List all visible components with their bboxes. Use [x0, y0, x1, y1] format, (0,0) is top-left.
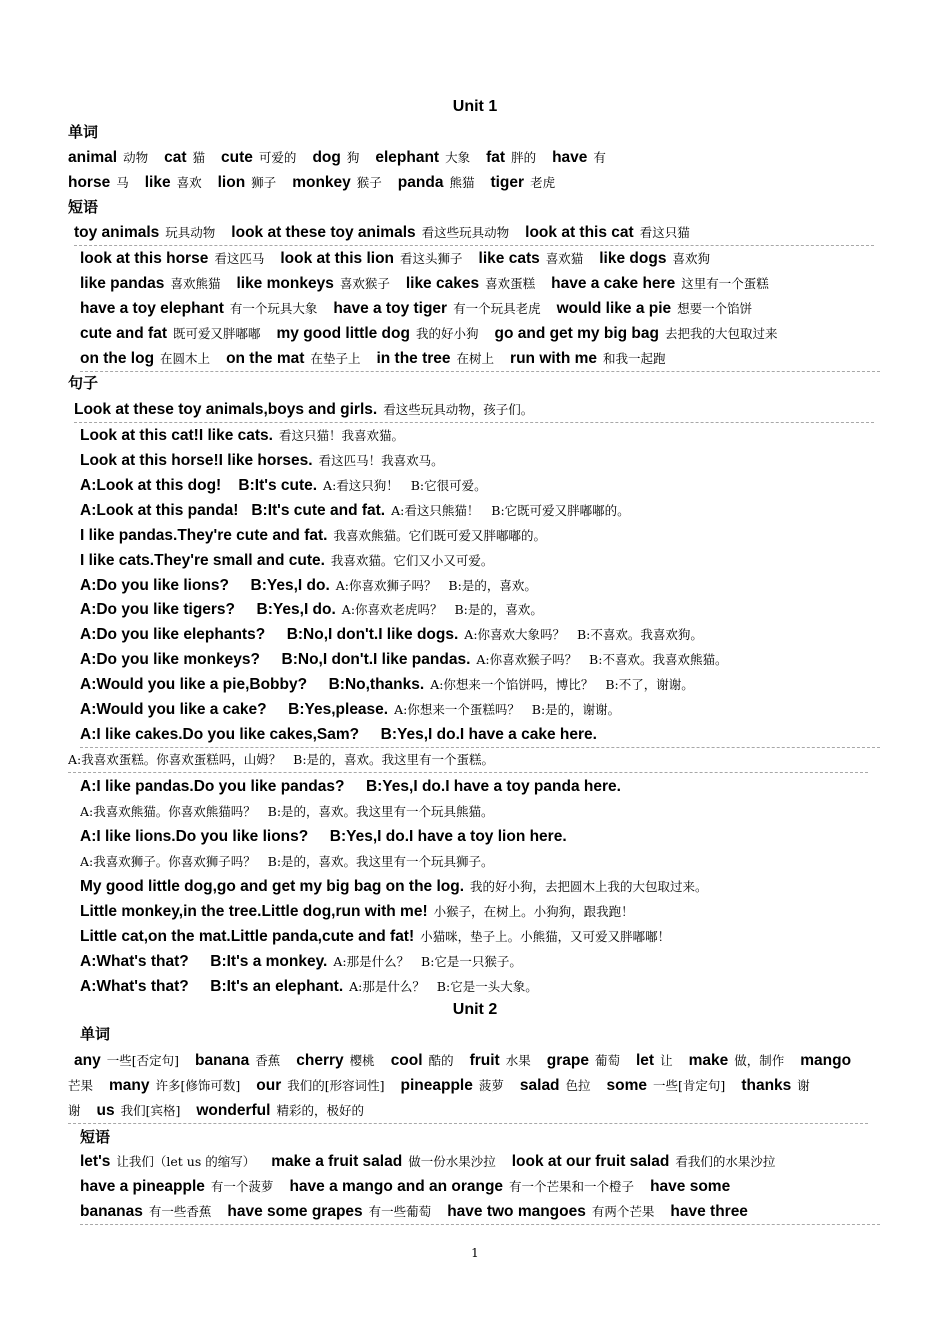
term-english: like pandas [80, 275, 165, 292]
sentence-chinese: A:那是什么？ B:它是一只猴子。 [333, 954, 522, 969]
unit2-words-line-1 [74, 1048, 874, 1073]
term-english: let's [80, 1153, 111, 1170]
term-english: have three [670, 1203, 748, 1220]
term-chinese: 喜欢猴子 [339, 276, 390, 291]
term-chinese: 有一个菠萝 [210, 1179, 274, 1194]
sentence-chinese: 看这些玩具动物，孩子们。 [383, 402, 534, 417]
sentence-line [80, 722, 880, 748]
term-english: fruit [469, 1052, 500, 1069]
term-english: run with me [510, 350, 598, 367]
term-english: look at these toy animals [231, 224, 416, 241]
sentence-chinese: 我喜欢猫。它们又小又可爱。 [330, 553, 494, 568]
term-chinese: 做一份水果沙拉 [408, 1154, 496, 1169]
unit1-words-heading: 单词 [68, 124, 99, 141]
sentence-chinese: A:我喜欢狮子。你喜欢狮子吗？ B:是的，喜欢。我这里有一个玩具狮子。 [80, 854, 494, 869]
term-chinese: 这里有一个蛋糕 [681, 276, 769, 291]
term-english: in the tree [376, 350, 451, 367]
term-english: like [144, 174, 171, 191]
sentence-line [80, 774, 880, 799]
sentence-chinese: A:看这只熊猫！ B:它既可爱又胖嘟嘟的。 [391, 503, 630, 518]
sentence-line [80, 473, 880, 498]
term-english: like monkeys [236, 275, 334, 292]
term-chinese: 去把我的大包取过来 [664, 326, 778, 341]
term-chinese: 喜欢蛋糕 [485, 276, 536, 291]
term-english: us [96, 1102, 115, 1119]
term-chinese: 有一个玩具老虎 [453, 301, 541, 316]
term-chinese: 大象 [445, 150, 471, 165]
term-chinese: 樱桃 [349, 1053, 375, 1068]
sentence-english: A:Do you like monkeys? B:No,I don't.I like pandas. [80, 651, 471, 668]
term-english: fat [486, 149, 506, 166]
sentence-line [80, 647, 880, 672]
unit2-words-heading: 单词 [80, 1026, 111, 1043]
sentence-line [80, 573, 880, 598]
unit2-phrases-heading: 短语 [80, 1129, 111, 1146]
sentence-line [80, 824, 880, 849]
term-english: mango [800, 1052, 852, 1069]
sentence-english: A:What's that? B:It's a monkey. [80, 953, 328, 970]
term-chinese: 精彩的，极好的 [276, 1103, 364, 1118]
term-chinese: 有一个芒果和一个橙子 [509, 1179, 635, 1194]
term-chinese: 看这头狮子 [400, 251, 463, 266]
term-chinese: 谢 [68, 1103, 81, 1118]
term-chinese: 狮子 [251, 175, 277, 190]
sentence-english: A:What's that? B:It's an elephant. [80, 978, 344, 995]
term-english: horse [68, 174, 111, 191]
unit1-phrase-line [80, 296, 880, 321]
sentence-english: Look at this horse!I like horses. [80, 452, 313, 469]
sentence-english: A:Would you like a pie,Bobby? B:No,thanks. [80, 676, 425, 693]
term-english: have a toy tiger [333, 300, 448, 317]
term-english: cool [390, 1052, 423, 1069]
unit2-title: Unit 2 [452, 1001, 498, 1018]
term-english: thanks [741, 1077, 792, 1094]
sentence-chinese: 看这匹马！我喜欢马。 [318, 453, 444, 468]
sentence-chinese: A:看这只狗！ B:它很可爱。 [323, 478, 487, 493]
term-chinese: 既可爱又胖嘟嘟 [172, 326, 261, 341]
term-english: on the log [80, 350, 155, 367]
sentence-english: A:I like lions.Do you like lions? B:Yes,I do.I have a toy lion here. [80, 828, 567, 845]
sentence-english: A:Would you like a cake? B:Yes,please. [80, 701, 389, 718]
term-chinese: 许多[修饰可数] [155, 1078, 241, 1093]
term-english: have a mango and an orange [289, 1178, 504, 1195]
sentence-english: Little cat,on the mat.Little panda,cute and fat! [80, 928, 415, 945]
sentence-line [80, 974, 880, 999]
sentence-chinese: 我的好小狗，去把圆木上我的大包取过来。 [470, 879, 708, 894]
sentence-chinese: A:我喜欢蛋糕。你喜欢蛋糕吗，山姆？ B:是的，喜欢。我这里有一个蛋糕。 [68, 752, 495, 767]
term-chinese: 马 [116, 175, 129, 190]
sentence-english: Look at these toy animals,boys and girls. [74, 401, 378, 418]
term-english: on the mat [226, 350, 305, 367]
term-english: have a toy elephant [80, 300, 224, 317]
term-english: any [74, 1052, 101, 1069]
term-chinese: 让 [660, 1053, 673, 1068]
sentence-chinese: 小猴子，在树上。小狗狗，跟我跑！ [433, 904, 634, 919]
sentence-chinese: A:我喜欢熊猫。你喜欢熊猫吗？ B:是的，喜欢。我这里有一个玩具熊猫。 [80, 804, 494, 819]
term-chinese: 菠萝 [478, 1078, 504, 1093]
term-chinese: 我的好小狗 [415, 326, 479, 341]
term-english: have [552, 149, 588, 166]
term-english: have some [650, 1178, 731, 1195]
sentence-english: A:Look at this panda! B:It's cute and fat. [80, 502, 386, 519]
term-chinese: 看这匹马 [214, 251, 265, 266]
term-english: toy animals [74, 224, 160, 241]
sentence-line [74, 397, 874, 423]
sentence-line [80, 849, 880, 874]
term-chinese: 狗 [346, 150, 360, 165]
term-english: make a fruit salad [271, 1153, 403, 1170]
sentence-line [80, 697, 880, 722]
sentence-english: A:Do you like lions? B:Yes,I do. [80, 577, 330, 594]
sentence-chinese: A:你喜欢大象吗？ B:不喜欢。我喜欢狗。 [464, 627, 703, 642]
term-chinese: 动物 [123, 150, 149, 165]
term-english: like cakes [405, 275, 480, 292]
term-chinese: 让我们（let us 的缩写） [116, 1154, 256, 1169]
sentence-chinese: 看这只猫！我喜欢猫。 [278, 428, 404, 443]
unit1-words-line-2 [68, 170, 868, 195]
unit2-words-line-2 [68, 1073, 868, 1098]
term-chinese: 在圆木上 [160, 351, 211, 366]
term-chinese: 我们的[形容词性] [287, 1078, 385, 1093]
term-chinese: 想要一个馅饼 [677, 301, 753, 316]
term-chinese: 看这只猫 [639, 225, 690, 240]
sentence-line [68, 747, 868, 773]
unit2-words-line-3 [68, 1098, 868, 1124]
term-english: monkey [292, 174, 351, 191]
sentence-english: A:Do you like elephants? B:No,I don't.I like dogs. [80, 626, 459, 643]
sentence-chinese: A:你喜欢猴子吗？ B:不喜欢。我喜欢熊猫。 [476, 652, 728, 667]
term-english: look at this horse [80, 250, 209, 267]
term-chinese: 芒果 [68, 1078, 94, 1093]
term-english: look at this lion [280, 250, 395, 267]
term-chinese: 喜欢熊猫 [170, 276, 221, 291]
unit1-phrase-line [74, 220, 874, 246]
term-english: cute [221, 149, 253, 166]
page-number: 1 [471, 1246, 479, 1260]
term-chinese: 我们[宾格] [120, 1103, 181, 1118]
unit1-phrase-line [80, 321, 880, 346]
term-chinese: 喜欢猫 [545, 251, 584, 266]
term-english: salad [519, 1077, 560, 1094]
term-english: have a pineapple [80, 1178, 205, 1195]
sentence-chinese: A:你喜欢老虎吗？ B:是的，喜欢。 [341, 602, 543, 617]
term-chinese: 喜欢狗 [672, 251, 710, 266]
term-chinese: 有一个玩具大象 [229, 301, 318, 316]
term-english: wonderful [196, 1102, 271, 1119]
sentence-line [80, 498, 880, 523]
term-chinese: 香蕉 [255, 1053, 281, 1068]
term-english: animal [68, 149, 118, 166]
unit1-title: Unit 1 [452, 98, 498, 115]
sentence-chinese: 小猫咪，垫子上。小熊猫，又可爱又胖嘟嘟！ [420, 929, 671, 944]
term-chinese: 猴子 [356, 175, 382, 190]
term-english: would like a pie [556, 300, 672, 317]
term-english: bananas [80, 1203, 143, 1220]
term-english: elephant [375, 149, 440, 166]
sentence-line [80, 597, 880, 622]
unit1-words-line-1 [68, 145, 868, 170]
term-chinese: 喜欢 [176, 175, 202, 190]
term-english: let [635, 1052, 655, 1069]
term-chinese: 酷的 [428, 1053, 454, 1068]
sentence-line [80, 899, 880, 924]
term-chinese: 一些[否定句] [106, 1053, 179, 1068]
term-chinese: 玩具动物 [165, 225, 216, 240]
term-english: cute and fat [80, 325, 167, 342]
term-chinese: 在树上 [456, 351, 495, 366]
sentence-line [80, 622, 880, 647]
sentence-line [80, 924, 880, 949]
term-english: tiger [490, 174, 525, 191]
term-chinese: 老虎 [530, 175, 556, 190]
unit1-phrases-heading: 短语 [68, 199, 99, 216]
term-chinese: 猫 [192, 150, 206, 165]
sentence-english: Look at this cat!I like cats. [80, 427, 273, 444]
unit1-phrase-line [80, 346, 880, 372]
term-english: grape [546, 1052, 589, 1069]
term-chinese: 水果 [505, 1053, 531, 1068]
term-chinese: 有 [593, 150, 606, 165]
term-english: like dogs [599, 250, 667, 267]
sentence-english: A:I like pandas.Do you like pandas? B:Yes,I do.I have a toy panda here. [80, 778, 621, 795]
term-english: panda [397, 174, 444, 191]
sentence-english: Little monkey,in the tree.Little dog,run with me! [80, 903, 428, 920]
unit1-phrase-line [80, 271, 880, 296]
term-chinese: 一些[肯定句] [653, 1078, 726, 1093]
sentence-line [80, 949, 880, 974]
term-chinese: 熊猫 [449, 175, 475, 190]
term-chinese: 色拉 [565, 1078, 591, 1093]
term-english: look at our fruit salad [511, 1153, 670, 1170]
unit1-phrase-line [80, 246, 880, 271]
term-chinese: 和我一起跑 [603, 351, 666, 366]
term-english: many [109, 1077, 150, 1094]
term-english: banana [194, 1052, 250, 1069]
term-english: have two mangoes [447, 1203, 586, 1220]
sentence-english: A:I like cakes.Do you like cakes,Sam? B:Yes,I do.I have a cake here. [80, 726, 597, 743]
unit2-phrase-line [80, 1199, 880, 1225]
term-english: some [606, 1077, 648, 1094]
term-english: have some grapes [227, 1203, 363, 1220]
term-english: pineapple [400, 1077, 473, 1094]
sentence-line [80, 548, 880, 573]
term-chinese: 做，制作 [734, 1053, 785, 1068]
unit2-phrase-line [80, 1149, 880, 1174]
sentence-line [80, 874, 880, 899]
unit1-sentences-heading: 句子 [68, 375, 99, 392]
term-english: my good little dog [276, 325, 410, 342]
sentence-chinese: A:你喜欢狮子吗？ B:是的，喜欢。 [335, 578, 537, 593]
sentence-line [80, 799, 880, 824]
term-english: our [256, 1077, 282, 1094]
term-english: cat [164, 149, 187, 166]
sentence-english: I like cats.They're small and cute. [80, 552, 325, 569]
term-english: lion [217, 174, 246, 191]
sentence-english: I like pandas.They're cute and fat. [80, 527, 328, 544]
term-english: like cats [478, 250, 540, 267]
term-english: make [688, 1052, 729, 1069]
term-english: dog [312, 149, 341, 166]
sentence-line [80, 523, 880, 548]
term-chinese: 看我们的水果沙拉 [675, 1154, 776, 1169]
sentence-line [80, 672, 880, 697]
term-english: cherry [296, 1052, 344, 1069]
sentence-chinese: 我喜欢熊猫。它们既可爱又胖嘟嘟的。 [333, 528, 546, 543]
unit2-phrase-line [80, 1174, 880, 1199]
sentence-line [80, 448, 880, 473]
term-chinese: 葡萄 [594, 1053, 620, 1068]
term-chinese: 胖的 [511, 150, 537, 165]
sentence-chinese: A:你想来一个馅饼吗，博比？ B:不了，谢谢。 [430, 677, 694, 692]
term-chinese: 谢 [797, 1078, 810, 1093]
sentence-english: My good little dog,go and get my big bag on the log. [80, 878, 465, 895]
term-chinese: 有两个芒果 [591, 1204, 655, 1219]
sentence-english: A:Do you like tigers? B:Yes,I do. [80, 601, 336, 618]
term-chinese: 有一些香蕉 [148, 1204, 212, 1219]
term-english: go and get my big bag [494, 325, 659, 342]
term-chinese: 在垫子上 [310, 351, 361, 366]
term-chinese: 可爱的 [258, 150, 297, 165]
term-chinese: 看这些玩具动物 [421, 225, 510, 240]
term-english: have a cake here [551, 275, 676, 292]
term-chinese: 有一些葡萄 [368, 1204, 432, 1219]
term-english: look at this cat [525, 224, 634, 241]
sentence-chinese: A:你想来一个蛋糕吗？ B:是的，谢谢。 [394, 702, 621, 717]
sentence-line [80, 423, 880, 448]
sentence-chinese: A:那是什么？ B:它是一头大象。 [349, 979, 538, 994]
sentence-english: A:Look at this dog! B:It's cute. [80, 477, 318, 494]
